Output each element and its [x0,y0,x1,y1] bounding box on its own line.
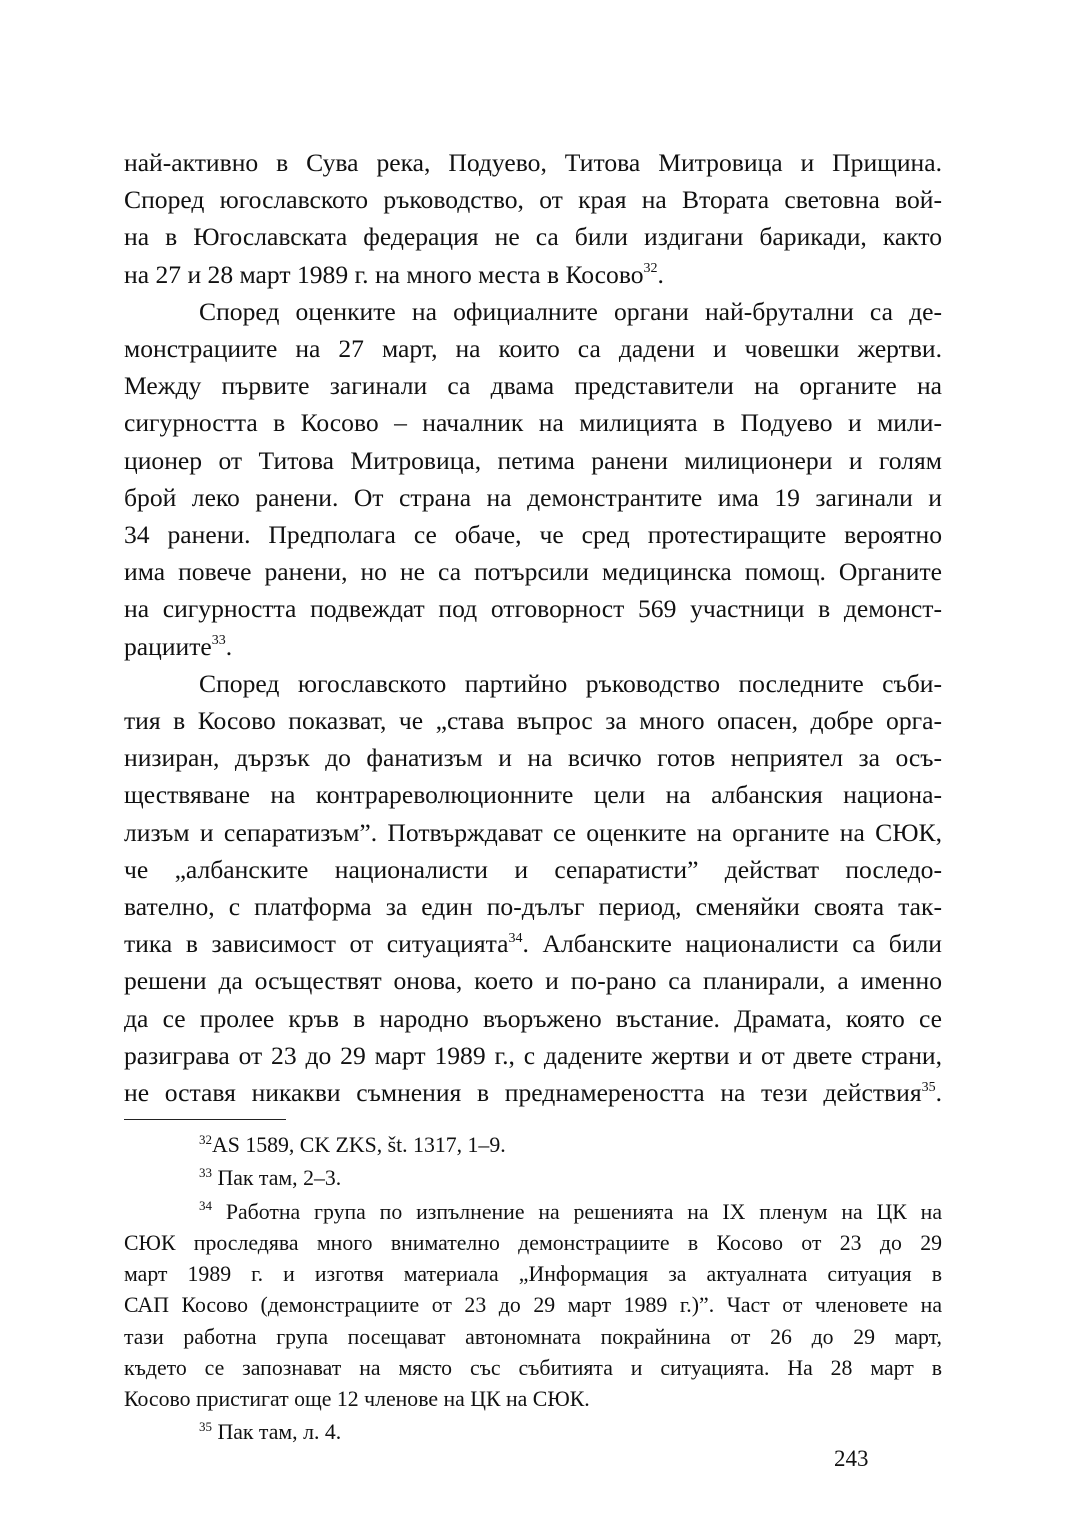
text-line [124,925,942,962]
footnotes [124,1130,942,1448]
text-line: най-активно в Сува река, Подуево, Титова Митровица и Прищина. [124,148,942,177]
text-line: решени да осъществят онова, което и по-рано са планирали, а именно [124,966,942,996]
footnote-ref-34[interactable]: 34 [508,930,523,946]
footnote-line: Косово пристигат още 12 членове на ЦК на СЮК. [124,1386,590,1411]
text-line: вателно, с платформа за един по-дълъг период, сменяйки своята так- [124,892,942,922]
text-line [124,256,942,293]
text-line: разиграва от 23 до 29 март 1989 г., с дадените жертви и от двете страни, [124,1040,942,1070]
footnote-34 [124,1197,942,1415]
text-line: да се пролее кръв в народно въоръжено въстание. Драмата, която се [124,1003,942,1033]
text-fragment: . [935,1078,942,1108]
footnote-number: 33 [199,1165,212,1181]
footnote-text: Пак там, л. 4. [217,1420,342,1445]
page-number: 243 [834,1446,869,1471]
footnote-line [124,1417,942,1448]
footnote-number: 34 [199,1198,212,1214]
text-line: сигурността в Косово – началник на милицията в Подуево и мили- [124,408,942,438]
footnote-text: AS 1589, CK ZKS, št. 1317, 1–9. [212,1133,506,1158]
footnote-line [124,1130,942,1161]
footnote-line: СЮК проследява много внимателно демонстрациите в Косово от 23 до 29 [124,1230,942,1255]
text-fragment: рациите [124,631,212,661]
footnote-text: Пак там, 2–3. [217,1166,342,1191]
footnote-ref-33[interactable]: 33 [211,633,226,649]
text-line: ционер от Титова Митровица, петима ранени милиционери и голям [124,445,942,475]
text-fragment: на 27 и 28 март 1989 г. на много места в Косово [124,259,644,289]
text-line: Между първите загинали са двама представители на органите на [124,371,942,401]
text-line: Според оценките на официалните органи най-брутални са де- [199,296,942,326]
text-line: тия в Косово показват, че „става въпрос за много опасен, добре орга- [124,706,942,736]
footnote-number: 32 [199,1132,212,1148]
page-content [124,144,942,1450]
footnote-number: 35 [199,1418,212,1434]
text-line: Според югославското ръководство, от края на Втората световна вой- [124,185,942,215]
footnote-line [124,1163,942,1194]
text-fragment: . [225,631,233,661]
text-line: на сигурността подвеждат под отговорност 569 участници в демонст- [124,594,942,624]
text-fragment: не оставя никакви съмнения в преднамереността на тези действия [124,1078,922,1108]
text-line: че „албанските националисти и сепаратисти” действат последо- [124,854,942,884]
text-line: брой леко ранени. От страна на демонстрантите има 19 загинали и [124,482,942,512]
text-line [124,1074,942,1111]
text-line: на в Югославската федерация не са били издигани барикади, както [124,222,942,252]
paragraph-3 [124,665,942,1111]
footnote-line: март 1989 г. и изготвя материала „Информация за актуалната ситуация в [124,1262,942,1287]
footnote-33 [124,1163,942,1194]
footnote-line [124,1197,942,1228]
text-line: ществяване на контрареволюционните цели на албанския национа- [124,780,942,810]
main-text [124,144,942,1111]
footnote-35 [124,1417,942,1448]
footnote-32 [124,1130,942,1161]
footnote-ref-35[interactable]: 35 [921,1079,936,1095]
text-fragment: . Албанските националисти са били [522,929,942,959]
text-fragment: тика в зависимост от ситуацията [124,929,509,959]
footnote-text: Работна група по изпълнение на решенията на IX пленум на ЦК на [225,1199,942,1224]
footnote-separator [124,1119,286,1120]
text-line: лизъм и сепаратизъм”. Потвърждават се оценките на органите на СЮК, [124,817,942,847]
paragraph-2 [124,293,942,665]
text-line: Според югославското партийно ръководство последните съби- [199,668,942,698]
footnote-line: САП Косово (демонстрациите от 23 до 29 март 1989 г.)”. Част от членовете на [124,1293,942,1318]
footnote-ref-32[interactable]: 32 [643,261,658,277]
text-line: низиран, дързък до фанатизъм и на всичко готов неприятел за осъ- [124,743,942,773]
footnote-line: тази работна група посещават автономната покрайнина от 26 до 29 март, [124,1324,942,1349]
text-line: монстрациите на 27 март, на които са дадени и човешки жертви. [124,334,942,364]
paragraph-1 [124,144,942,293]
text-line: 34 ранени. Предполага се обаче, че сред протестиращите вероятно [124,520,942,550]
text-fragment: . [657,259,664,289]
text-line: има повече ранени, но не са потърсили медицинска помощ. Органите [124,557,942,587]
text-line [124,628,942,665]
footnote-line: където се запознават на място със събитията и ситуацията. На 28 март в [124,1355,942,1380]
